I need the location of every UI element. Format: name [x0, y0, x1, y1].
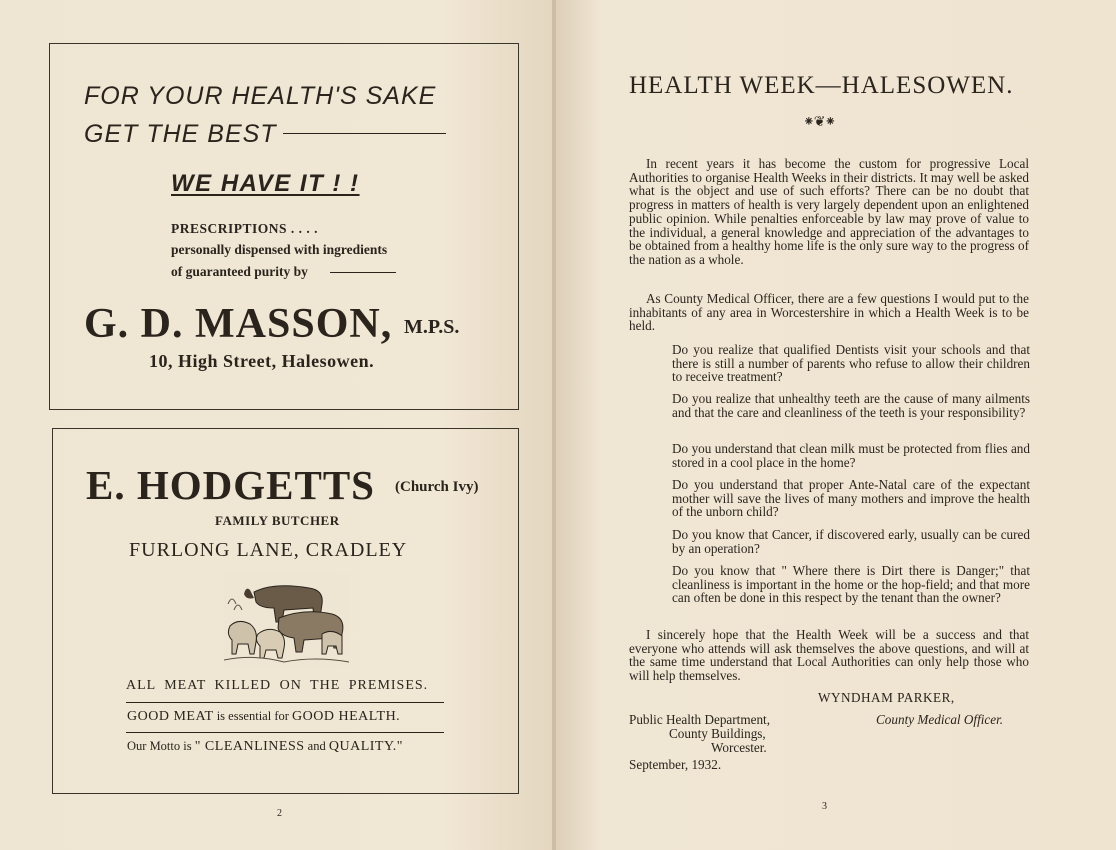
cattle-illustration — [224, 574, 349, 666]
masson-name: G. D. MASSON, — [84, 301, 393, 347]
question-item: Do you realize that unhealthy teeth are the cause of many ailments and that the care and cleanliness of the teeth is your responsibility? — [672, 391, 1030, 420]
prescriptions-label: PRESCRIPTIONS . . . . — [171, 221, 319, 236]
document-date: September, 1932. — [629, 757, 722, 772]
hodgetts-line-good-meat: GOOD MEAT is essential for GOOD HEALTH. — [127, 709, 401, 724]
prescriptions-desc-1: personally dispensed with ingredients — [171, 242, 388, 257]
question-item: Do you know that " Where there is Dirt there is Danger;" that cleanliness is important in the home or the hop-field; and that more can often be done in this respect by the tenant than the owner? — [672, 563, 1030, 606]
ad-headline-line-2: GET THE BEST — [84, 120, 277, 148]
department-line-2: County Buildings, — [669, 726, 766, 741]
page-number: 3 — [822, 801, 827, 812]
signature-title: County Medical Officer. — [876, 712, 1004, 727]
hodgetts-trade: FAMILY BUTCHER — [215, 513, 340, 528]
hodgetts-line-premises: ALL MEAT KILLED ON THE PREMISES. — [126, 678, 429, 693]
question-item: Do you understand that clean milk must be protected from flies and stored in a cool place in the home? — [672, 441, 1030, 470]
divider — [126, 732, 444, 733]
paragraph-questions-intro: As County Medical Officer, there are a few questions I would put to the inhabitants of any area in Worcestershire in which a Health Week is to be held. — [629, 291, 1029, 334]
question-item: Do you understand that proper Ante-Natal care of the expectant mother will save the lives of many mothers and improve the health of the unborn child? — [672, 477, 1030, 520]
signature-name: WYNDHAM PARKER, — [818, 690, 955, 705]
ornament-icon: ⁕❦⁕ — [803, 114, 836, 130]
hodgetts-address: FURLONG LANE, CRADLEY — [129, 539, 408, 561]
ad-headline-line-1: FOR YOUR HEALTH'S SAKE — [84, 82, 437, 110]
left-page — [0, 0, 554, 850]
masson-address: 10, High Street, Halesowen. — [149, 351, 375, 371]
paragraph-intro: In recent years it has become the custom for progressive Local Authorities to organise Health Weeks in their districts. It may well be asked what is the object and use of such efforts? There can be no doubt that progress in matters of health is very largely dependent upon an enlightened public opinion. While penalties enforceable by law may prove of value to the individual, a general knowledge and appreciation of the advantages to be obtained from a healthy home life is the only sure way to the progress of the nation as a whole. — [629, 156, 1029, 267]
prescriptions-desc-2: of guaranteed purity by — [171, 264, 308, 279]
paragraph-closing: I sincerely hope that the Health Week will be a success and that everyone who attends will ask themselves the above questions, and will at the same time understand that Local Authorities can only help those who will help themselves. — [629, 627, 1029, 684]
right-page — [556, 0, 1116, 850]
masson-qualification: M.P.S. — [404, 316, 460, 338]
we-have-it-heading: WE HAVE IT ! ! — [171, 170, 360, 197]
hodgetts-note: (Church Ivy) — [395, 479, 479, 495]
hodgetts-motto: Our Motto is " CLEANLINESS and QUALITY." — [127, 739, 403, 754]
dash-rule — [283, 133, 446, 134]
dash-rule — [330, 272, 396, 273]
department-line-1: Public Health Department, — [629, 712, 770, 727]
question-item: Do you realize that qualified Dentists visit your schools and that there is still a number of parents who refuse to allow their children to receive treatment? — [672, 342, 1030, 385]
page-number: 2 — [277, 808, 282, 819]
article-title: HEALTH WEEK—HALESOWEN. — [629, 72, 1014, 99]
department-line-3: Worcester. — [711, 740, 767, 755]
question-item: Do you know that Cancer, if discovered early, usually can be cured by an operation? — [672, 527, 1030, 556]
divider — [126, 702, 444, 703]
hodgetts-name: E. HODGETTS — [86, 462, 375, 508]
